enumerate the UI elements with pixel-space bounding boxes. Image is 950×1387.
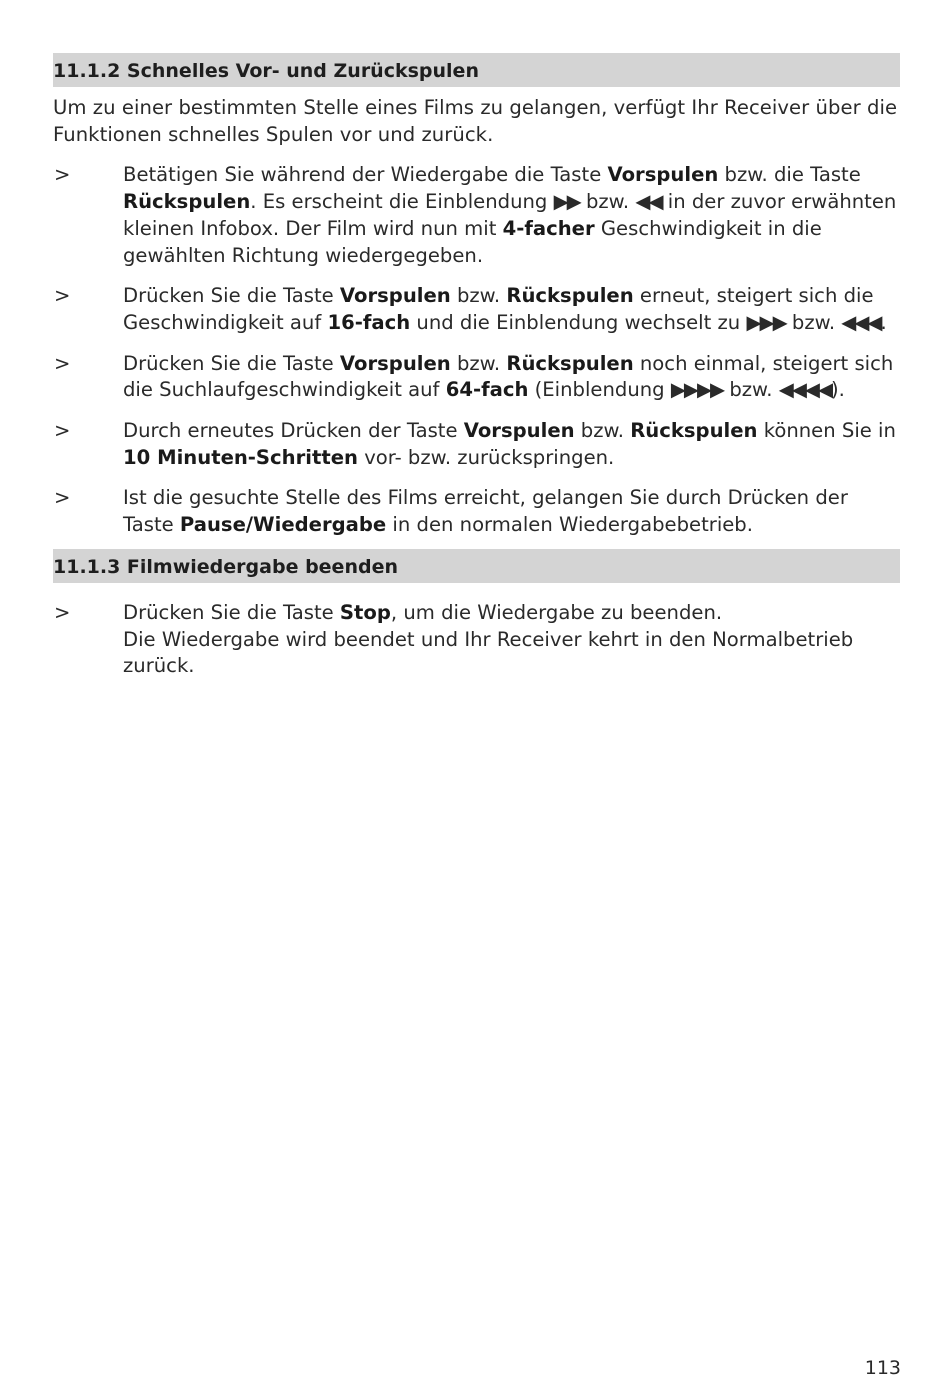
text: Drücken Sie die Taste <box>123 351 340 375</box>
text: Geschwindigkeit in die gewählten Richtung wiedergegeben. <box>123 216 822 267</box>
text: bzw. <box>574 419 631 443</box>
speed-value: 16-fach <box>327 310 411 334</box>
list-item <box>53 418 900 471</box>
text: ). <box>831 378 845 402</box>
bullet-marker: > <box>54 419 71 443</box>
text: . <box>880 310 887 334</box>
text: bzw. <box>450 284 507 308</box>
key-name: Rückspulen <box>630 419 758 443</box>
text: vor- bzw. zurückspringen. <box>357 445 615 469</box>
text: in den normalen Wiedergabebetrieb. <box>386 513 753 537</box>
text: Drücken Sie die Taste <box>123 600 340 624</box>
text: . Es erscheint die Einblendung <box>250 190 554 214</box>
speed-value: 64-fach <box>445 378 529 402</box>
key-name: Vorspulen <box>463 419 575 443</box>
text: bzw. <box>450 351 507 375</box>
text: Ist die gesuchte Stelle des Films erreicht, gelangen Sie durch Drücken der Taste <box>123 486 848 537</box>
instruction-list <box>53 600 900 680</box>
section-heading-stop-playback: 11.1.3 Filmwiedergabe beenden <box>53 549 900 583</box>
rewind-icon: ◀◀◀◀ <box>778 378 832 402</box>
text: bzw. <box>579 190 636 214</box>
key-name: Vorspulen <box>607 163 719 187</box>
bullet-marker: > <box>54 163 71 187</box>
key-name: Rückspulen <box>506 284 634 308</box>
text: Betätigen Sie während der Wiedergabe die Taste <box>123 163 608 187</box>
page <box>53 53 900 680</box>
list-item <box>53 600 900 680</box>
text: Die Wiedergabe wird beendet und Ihr Receiver kehrt in den Normalbetrieb zurück. <box>123 627 854 678</box>
rewind-icon: ◀◀◀ <box>841 310 881 334</box>
text: und die Einblendung wechselt zu <box>410 310 747 334</box>
list-item <box>53 283 900 336</box>
bullet-marker: > <box>54 600 71 624</box>
fast-forward-icon: ▶▶ <box>553 190 580 214</box>
list-item <box>53 485 900 538</box>
instruction-list <box>53 162 900 538</box>
text: bzw. <box>785 310 842 334</box>
bullet-marker: > <box>54 351 71 375</box>
text: Drücken Sie die Taste <box>123 284 340 308</box>
intro-paragraph: Um zu einer bestimmten Stelle eines Films zu gelangen, verfügt Ihr Receiver über die Funktionen schnelles Spulen vor und zurück. <box>53 96 898 146</box>
text: Durch erneutes Drücken der Taste <box>123 419 464 443</box>
text: bzw. die Taste <box>718 163 861 187</box>
key-name: Stop <box>339 600 391 624</box>
list-item <box>53 162 900 269</box>
fast-forward-icon: ▶▶▶ <box>746 310 786 334</box>
key-name: Rückspulen <box>123 190 251 214</box>
key-name: Pause/Wiedergabe <box>179 513 387 537</box>
text: , um die Wiedergabe zu beenden. <box>390 600 723 624</box>
text: bzw. <box>723 378 779 402</box>
rewind-icon: ◀◀ <box>635 190 662 214</box>
text: noch einmal, steigert sich die Suchlaufgeschwindigkeit auf <box>123 351 894 402</box>
key-name: Vorspulen <box>339 351 451 375</box>
text: können Sie in <box>757 419 896 443</box>
section-heading-fast-forward-rewind: 11.1.2 Schnelles Vor- und Zurückspulen <box>53 53 900 87</box>
bullet-marker: > <box>54 284 71 308</box>
key-name: Vorspulen <box>339 284 451 308</box>
speed-value: 4-facher <box>502 216 595 240</box>
step-value: 10 Minuten-Schritten <box>123 445 358 469</box>
text: erneut, steigert sich die Geschwindigkeit auf <box>123 284 874 334</box>
page-number: 113 <box>864 1357 901 1379</box>
text: (Einblendung <box>528 378 671 402</box>
fast-forward-icon: ▶▶▶▶ <box>670 378 724 402</box>
text: in der zuvor erwähnten kleinen Infobox. Der Film wird nun mit <box>123 190 897 240</box>
list-item <box>53 351 900 404</box>
key-name: Rückspulen <box>506 351 634 375</box>
bullet-marker: > <box>54 486 71 510</box>
